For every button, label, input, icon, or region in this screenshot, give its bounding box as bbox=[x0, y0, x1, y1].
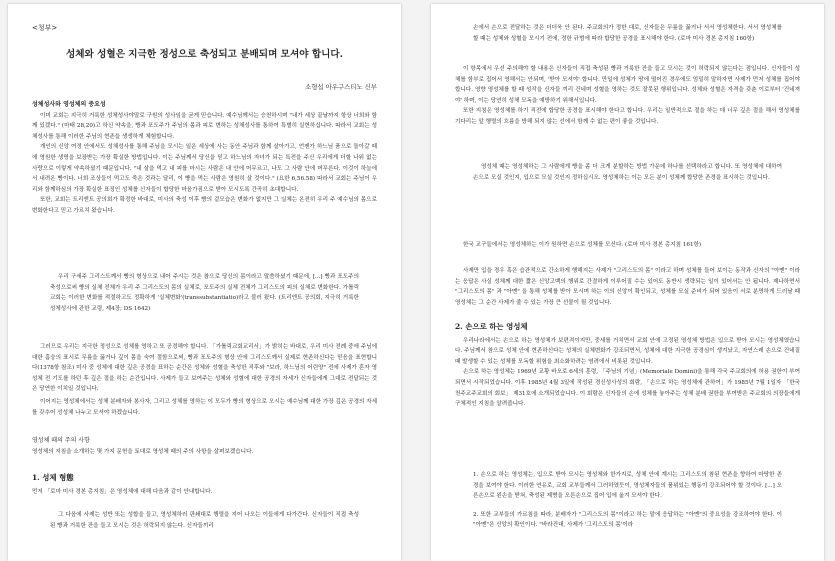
list-item: 2. 또한 교부들의 가르침을 따라, 분배자가 "그리스도의 몸"이라고 하는 말에 응답하는 "아멘"의 중요성을 강조하여야 한다. 이 "아멘"은 신앙의 확인이다. "바라건대, 사제가 '그리스도의 몸'이라 bbox=[473, 511, 782, 529]
list-item: 1. 손으로 하는 영성체는, 입으로 받아 모시는 영성체와 한가지로, 성체 안에 계시는 그리스도의 참된 현존을 향하여 마땅한 존경을 보여야 한다. 이러한 연유로, 교회 교부들께서 그러하였듯이, 영성체자들의 품위있는 행동이 강조되어야 할 것이다. [...] 오른손으로 왼손을 받쳐, 축성된 제병을 오른손으로 집어 입에 옮겨 모셔야 한다. bbox=[473, 472, 782, 500]
quote-text: 영성체 때는 영성체하는 그 사람에게 빵을 좀 더 크게 분할하는 방법 가운데 하나를 선택하라고 합니다. 또 영성체에 대하여 손으로 모실 것인지, 입으로 모실 것인지 정하십시오. 영성체하는 이는 모든 분이 성체께 합당한 존경을 표시하는 것입니다. bbox=[473, 164, 782, 181]
quote-text: 그 다음에 사제는 성반 또는 성합을 들고, 영성체하러 판쇄대로 행렬을 지어 나오는 이들에게 다가간다. 신자들이 직접 축성된 빵과 거룩한 잔을 들고 모시는 것은 허락되지 않는다. 신자들끼리 bbox=[50, 512, 359, 529]
document-title: 성체와 성혈은 지극한 정성으로 축성되고 분배되며 모셔야 합니다. bbox=[66, 49, 343, 60]
quote-block bbox=[473, 162, 782, 183]
body-block bbox=[32, 342, 377, 418]
document-tag: <청부> bbox=[32, 24, 58, 32]
intro-block bbox=[32, 100, 377, 217]
quote-block bbox=[473, 23, 782, 44]
document-page-left bbox=[8, 4, 401, 561]
quote-text: 우리 구세주 그리스도께서 빵의 형상으로 내어 주시는 것은 참으로 당신의 몸이라고 말씀하셨기 때문에, [...] 빵과 포도주의 축성으로써 빵의 실체 전체가 우리 주 그리스도의 몸의 실체로, 포도주의 실체 전체가 그리스도의 피의 실체로 변화한다. 가톨릭 교회는 이러한 변화를 적절하고도 정확하게 '실체변화'(transsubstantiatio)라고 불러 왔다. (트리엔트 공의회, 지극히 거룩한 성체성사에 관한 교령, 제4장; DS 1642) bbox=[50, 274, 359, 312]
section-2 bbox=[455, 322, 800, 410]
paragraph: 영성체의 지침을 소개하는 몇 가지 문헌을 토대로 영성체 때의 주의 사항을 살펴보겠습니다. bbox=[32, 448, 254, 455]
section-2-heading: 2. 손으로 하는 영성체 bbox=[455, 322, 528, 331]
section-heading: 성체성사와 영성체의 중요성 bbox=[32, 101, 106, 108]
quote-text: 손에서 손으로 전달하는 것은 더더욱 안 된다. 주교회의가 정한 대로, 신자들은 무릎을 꿇거나 서서 영성체한다. 서서 영성체를 할 때는 성체와 성혈을 모시기 전에, 정한 규범에 따라 합당한 공경을 표시해야 한다. (로마 미사 경본 총지침 160항) bbox=[473, 25, 782, 42]
paragraph: 이어지는 영성체에서는 성체 분배자와 봉사자, 그리고 성체를 영하는 이 모두가 빵의 형상으로 오시는 예수님께 대한 가장 깊은 공경의 자세를 갖추어 성성체 나누고 모셔야 하겠습니다. bbox=[32, 398, 377, 416]
paragraph: 이미 교회는 지극히 거룩한 성체성사야말로 구원의 성사임을 굳게 믿습니다. 예수님께서는 승천하시며 "내가 세상 끝날까지 항상 너희와 함께 있겠다." (마태 28,20)고 하신 약속을, 빵과 포도주가 주님의 몸과 피로 변하는 성체성사를 통하여 특별히 실현하십니다. 따라서 교회는 성체성사를 통해 이러한 주님의 현존을 생생하게 체험합니다. bbox=[32, 112, 377, 140]
document-author: 소형섭 아우구스티노 신부 bbox=[305, 83, 377, 91]
paragraph: 우리나라에서는 손으로 하는 영성체가 보편적이지만, 중세를 거치면서 교회 안에 고정된 영성체 방법은 입으로 받아 모시는 영성체였습니다. 주님께서 참으로 성체 안에 현존하신다는 성체의 실체변화가 강조되면서, 성체에 대한 지극한 공경심이 생겨났고, 자연스레 손으로 건네질 때 발생할 수 있는 성체를 모독할 위험을 최소화하려는 염려에서 비롯된 것입니다. bbox=[455, 337, 800, 365]
body-block bbox=[455, 266, 800, 308]
paragraph: 그러므로 우리는 지극한 정성으로 성체를 영하고 또 공경해야 합니다. 「가톨릭교회교리서」가 밝히는 바대로, 우리 미사 전례 중에 주님에 대한 흠숭의 표시로 무릎을 꿇거나 깊이 몸을 숙여 절함으로써, 빵과 포도주의 형상 안에 그리스도께서 실제로 현존하신다는 믿음을 표현합니다(1378항 참조) 미사 중 성체에 대한 깊은 공경을 표하는 순간은 성체와 성혈을 축성한 직후와 "보라, 하느님의 어린양" 전에 사제가 혼자 영성체 전 기도를 하던 후 깊은 절을 하는 순간입니다. 사제가 들고 보여주는 성체와 성혈에 대한 공경의 자세가 신자들에게 그대로 전달되는 것은 당연한 이치일 것입니다. bbox=[32, 344, 377, 393]
body-block bbox=[455, 64, 800, 128]
list-block bbox=[473, 470, 782, 531]
paragraph: 한국 교구들에서는 영성체하는 이가 원하면 손으로 성체를 모신다. (로마 미사 경본 총지침 161항) bbox=[463, 242, 702, 248]
paragraph: 또한 지침은 영성체를 하기 직전에 합당한 공경을 표시해야 한다고 합니다. 우리는 일반적으로 절을 하는 데 너무 깊은 절을 해서 영성체를 기다리는 앞 행렬의 흐름을 방해 되지 않는 선에서 함께 수 없는 편이 좋을 것입니다. bbox=[455, 108, 800, 125]
paragraph: 사제만 입을 경우 혹은 습관적으로 간소하게 행해지는 사제가 "그리스도의 몸" 이라고 하며 성체를 들어 보이는 동작과 신자의 "아멘" 이라는 응답은 사실 성체께 대한 짧은 신앙고백의 행위로 간결하게 이루어질 수는 있어도 동반시 생략되는 일이 있어서는 안 됩니다. 제나하면서 "그리스도의 몸" 과 "아멘" 을 통해 성체를 받아 모시며 하는 이의 신앙이 확인되고, 성체를 모실 준비가 되어 있음이 서로 분명하게 드러날 때 영성체는 그 순간 사제가 줄 수 있는 가장 큰 선물이 될 것입니다. bbox=[455, 268, 800, 306]
paragraph: 또한, 교회는 트리엔트 공의회가 확정한 바대로, 미사의 축성 이후 빵의 겉모습은 변화가 없지만 그 실체는 온전히 우리 주 예수님의 몸으로 변화한다고 믿고 가르치 왔습니다. bbox=[32, 197, 377, 214]
quote-block bbox=[50, 272, 359, 314]
paragraph: 개인의 신앙 여정 안에서도 성체성사를 통해 주님을 모시는 일은 세상에 사는 동안 주님과 함께 살아가고, 언젠가 하느님 품으로 돌아갈 때에 영원한 생명을 보장받는 가장 확실한 방법입니다. 이는 주님께서 당신을 믿고 하느님의 자녀가 되는 특전을 주신 우리에게 더할 나위 없는 사랑으로 이렇게 약속하셨기 때문입니다. "내 살을 먹고 내 피를 마시는 사람은 내 안에 머무르고, 나도 그 사람 안에 머무른다. 이것이 하늘에서 내려온 빵이다. 너희 조상들이 먹고도 죽은 것과는 달리, 이 빵을 먹는 사람은 영원히 살 것이다." (요한 6,56.58) 따라서 교회는 주님이 우리와 함께하심의 가장 확실한 표징인 성체를 신자들이 합당한 마음가짐으로 받아 모시도록 간곡히 초대합니다. bbox=[32, 144, 377, 193]
section-1-heading: 1. 성체 형態 bbox=[32, 473, 74, 482]
notes-block bbox=[32, 436, 377, 457]
paragraph: 손으로 하는 영성체는 1969년 교황 바오로 6세의 훈령, 「주님의 기념」(Memoriale Domini)을 통해 각국 주교회의에 허용 권한이 부여되면서 시작되었습니다. 이후 1985년 4월 3일에 작성된 경신성사성의 회람, 「손으로 하는 영성체에 관하여」가 1985년 7월 1일자 「한국천주교주교회의 회보」 제31호에 소개되었습니다. 이 회람은 신자들의 손에 성체를 놓아주는 성체 분배 권한을 부여받은 주교회의 의장들에게 구체적인 지침을 알려줍니다. bbox=[455, 369, 800, 408]
sub-heading: 영성체 때의 주의 사항 bbox=[32, 437, 90, 444]
section-1 bbox=[32, 473, 377, 497]
paragraph: 이 항목에서 우선 주의해야 할 내용은 신자들이 직접 축성된 빵과 거룩한 잔을 들고 모시는 것이 허락되지 않는다는 점입니다. 신자들이 성체를 함부로 집어서 영해서는 안되며, '받아 모셔야' 합니다. 만일에 성체가 땅에 떨어진 경우에도 엄밀히 말하자면 사제가 먼저 성체를 집어야 합니다. 영향 영성체를 할 때 성작을 신자들 끼리 건네며 성혈을 영하는 것도 잘못된 행위입니다. 성체와 성혈은 자격을 갖춘 이로부터 '건네져야' 하며, 이는 당연히 성체 모독을 예방하기 위해서입니다. bbox=[455, 66, 800, 104]
document-page-right bbox=[431, 4, 824, 561]
body-block bbox=[455, 240, 800, 251]
paragraph: 먼저 「로마 미사 경본 총지침」은 영성체에 대해 다음과 같이 안내합니다. bbox=[32, 488, 213, 495]
quote-block bbox=[50, 510, 359, 531]
